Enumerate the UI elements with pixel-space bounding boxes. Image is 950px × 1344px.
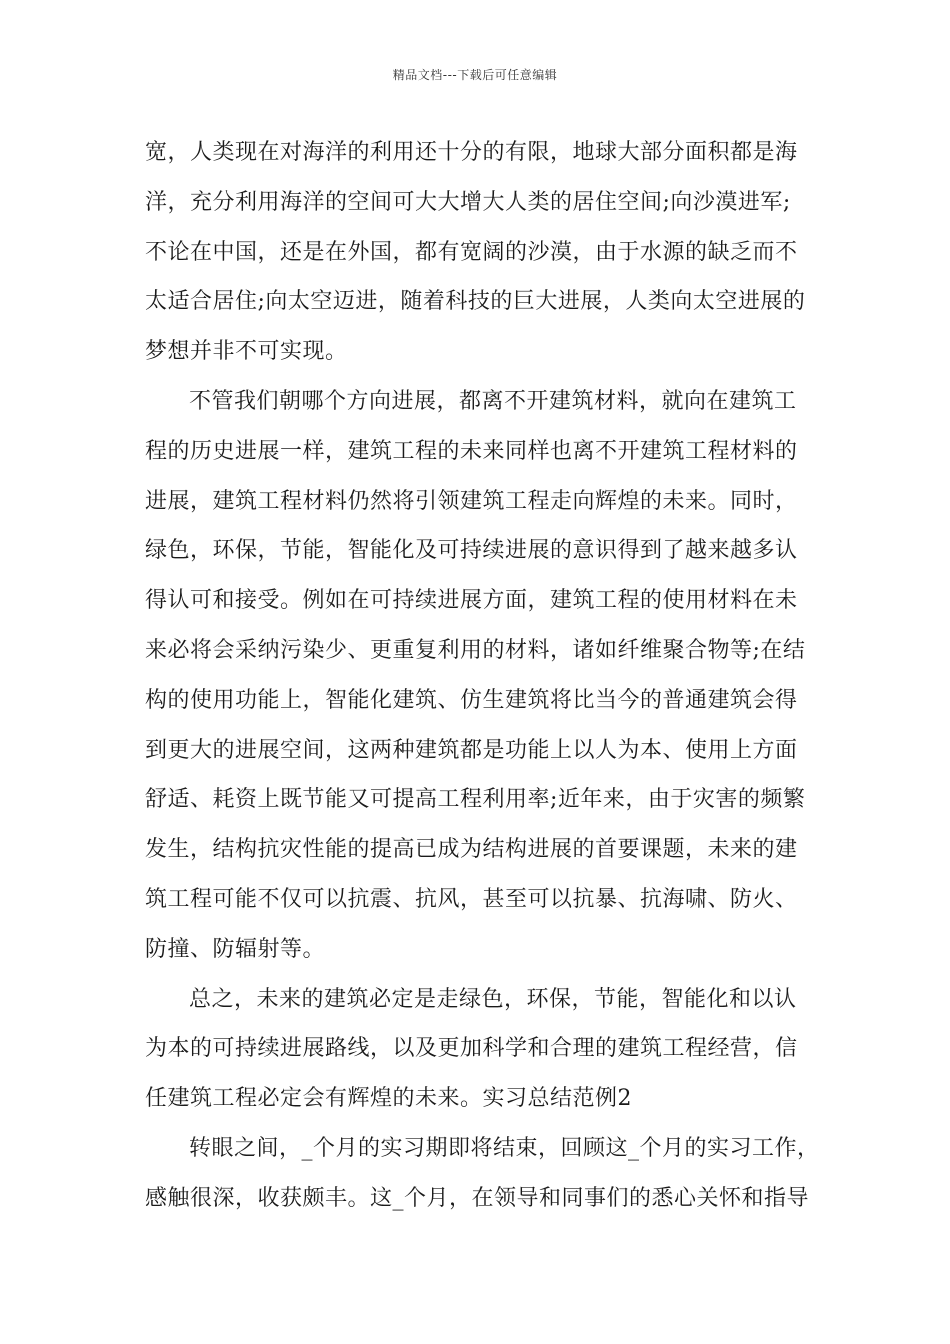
text-line: 进展，建筑工程材料仍然将引领建筑工程走向辉煌的未来。同时，	[145, 488, 798, 514]
text-line: 来必将会采纳污染少、更重复利用的材料，诸如纤维聚合物等;在结	[145, 637, 806, 663]
text-line: 构的使用功能上，智能化建筑、仿生建筑将比当今的普通建筑会得	[145, 687, 798, 713]
text-line: 宽，人类现在对海洋的利用还十分的有限，地球大部分面积都是海	[145, 140, 798, 165]
text-line: 感触很深，收获颇丰。这_个月，在领导和同事们的悉心关怀和指导	[145, 1185, 810, 1211]
text-line: 舒适、耗资上既节能又可提高工程利用率;近年来，由于灾害的频繁	[145, 787, 806, 813]
text-line: 到更大的进展空间，这两种建筑都是功能上以人为本、使用上方面	[145, 737, 798, 763]
page-header: 精品文档---下载后可任意编辑	[392, 68, 558, 82]
text-line: 梦想并非不可实现。	[145, 339, 348, 365]
paragraph	[145, 975, 810, 1124]
text-line: 程的历史进展一样，建筑工程的未来同样也离不开建筑工程材料的	[145, 438, 798, 464]
text-line: 总之，未来的建筑必定是走绿色，环保，节能，智能化和以认	[189, 986, 797, 1012]
text-line: 筑工程可能不仅可以抗震、抗风，甚至可以抗暴、抗海啸、防火、	[145, 886, 798, 912]
text-line: 任建筑工程必定会有辉煌的未来。实习总结范例2	[145, 1086, 632, 1112]
text-line: 转眼之间，_个月的实习期即将结束，回顾这_个月的实习工作，	[189, 1135, 820, 1161]
text-line: 不管我们朝哪个方向进展，都离不开建筑材料，就向在建筑工	[189, 388, 797, 414]
paragraph	[145, 128, 810, 377]
document-body	[145, 128, 820, 1224]
paragraph	[145, 377, 810, 975]
text-line: 洋，充分利用海洋的空间可大大增大人类的居住空间;向沙漠进军;	[145, 189, 791, 215]
text-line: 为本的可持续进展路线，以及更加科学和合理的建筑工程经营，信	[145, 1036, 798, 1062]
text-line: 得认可和接受。例如在可持续进展方面，建筑工程的使用材料在未	[145, 588, 798, 614]
text-line: 不论在中国，还是在外国，都有宽阔的沙漠，由于水源的缺乏而不	[145, 239, 798, 265]
paragraph	[145, 1124, 820, 1224]
text-line: 太适合居住;向太空迈进，随着科技的巨大进展，人类向太空进展的	[145, 289, 806, 315]
text-line: 发生，结构抗灾性能的提高已成为结构进展的首要课题，未来的建	[145, 837, 798, 863]
text-line: 绿色，环保，节能，智能化及可持续进展的意识得到了越来越多认	[145, 538, 798, 564]
text-line: 防撞、防辐射等。	[145, 936, 326, 962]
